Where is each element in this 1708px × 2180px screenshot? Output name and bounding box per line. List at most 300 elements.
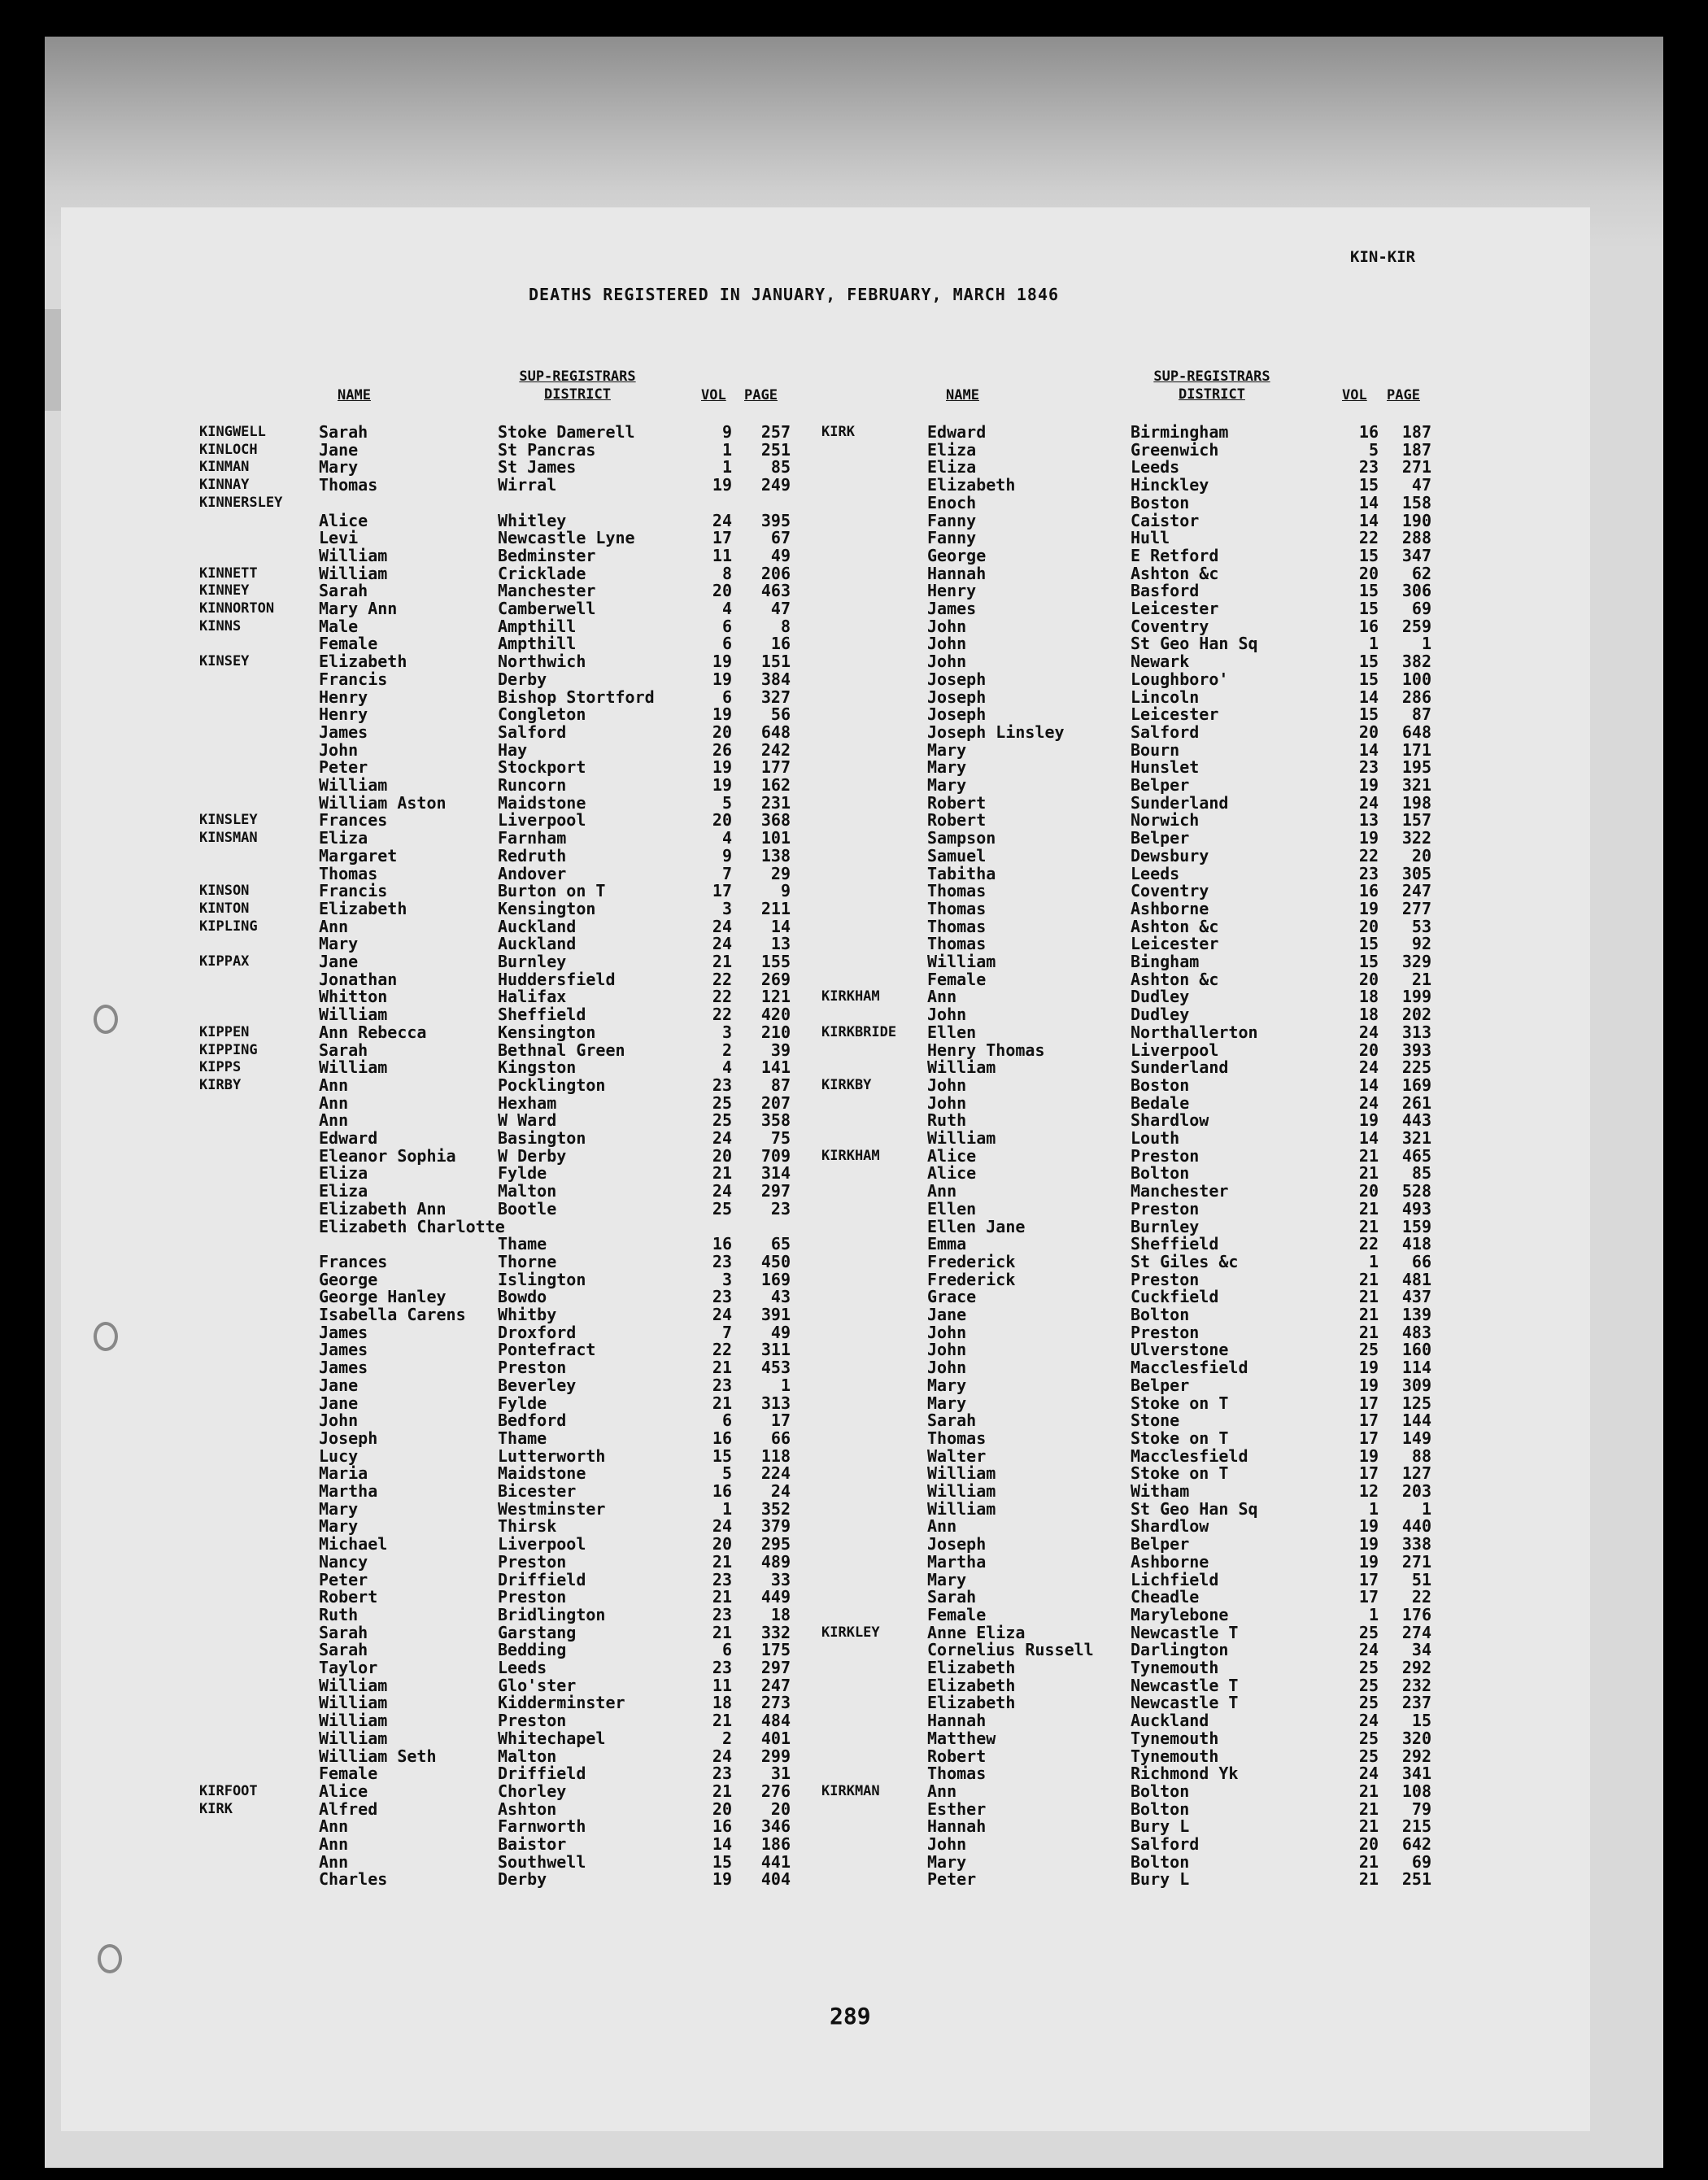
- volume: 21: [1358, 1851, 1379, 1872]
- volume: 3: [721, 898, 732, 918]
- district: Coventry: [1131, 881, 1209, 901]
- page-ref: 231: [760, 792, 791, 813]
- volume: 23: [712, 1604, 732, 1624]
- right-entry-row: [0, 1853, 1708, 1871]
- volume: 21: [1358, 1869, 1379, 1890]
- volume: 21: [1358, 1798, 1379, 1819]
- volume: 19: [1358, 1551, 1379, 1572]
- right-entry-row: [0, 1782, 1708, 1800]
- district: Preston: [498, 1587, 567, 1607]
- page-ref: 29: [770, 863, 791, 883]
- given-name: Joseph: [319, 1428, 378, 1448]
- given-name: Ann Rebecca: [319, 1022, 427, 1042]
- volume: 19: [1358, 1358, 1379, 1378]
- district: Bolton: [1131, 1305, 1190, 1324]
- district: Macclesfield: [1131, 1445, 1248, 1466]
- right-entry-row: [0, 1271, 1708, 1288]
- volume: 21: [712, 1587, 732, 1607]
- page-ref: 92: [1411, 934, 1431, 954]
- volume: 1: [1368, 1498, 1379, 1519]
- volume: 21: [712, 1622, 732, 1642]
- volume: 19: [712, 775, 732, 795]
- page-ref: 306: [1401, 581, 1431, 601]
- district: W Derby: [498, 1145, 567, 1166]
- volume: 20: [1358, 563, 1379, 583]
- volume: 19: [712, 669, 732, 689]
- volume: 15: [1358, 599, 1379, 618]
- volume: 19: [1358, 1534, 1379, 1554]
- district: Whitby: [498, 1305, 557, 1324]
- right-entry-row: [0, 847, 1708, 865]
- volume: 22: [1358, 528, 1379, 548]
- volume: 21: [1358, 1145, 1379, 1166]
- right-entry-row: [0, 600, 1708, 617]
- page-ref: 440: [1401, 1516, 1431, 1537]
- volume: 17: [1358, 1569, 1379, 1589]
- volume: 23: [712, 1569, 732, 1589]
- given-name: Charles: [319, 1869, 388, 1890]
- district: Hunslet: [1131, 757, 1200, 778]
- given-name: Edward: [927, 422, 987, 442]
- district: Bedford: [498, 1410, 567, 1431]
- given-name: John: [927, 1340, 967, 1360]
- page-ref: 393: [1401, 1040, 1431, 1060]
- page-ref: 151: [760, 652, 791, 672]
- volume: 24: [712, 916, 732, 936]
- given-name: Jane: [319, 1393, 359, 1413]
- right-entry-row: [0, 547, 1708, 565]
- surname: KIRKBRIDE: [821, 1023, 897, 1040]
- page-ref: 39: [770, 1040, 791, 1060]
- given-name: Joseph: [927, 669, 987, 689]
- volume: 11: [712, 1675, 732, 1695]
- given-name: Ann: [319, 1092, 349, 1113]
- page-ref: 207: [760, 1092, 791, 1113]
- given-name: Jonathan: [319, 969, 398, 989]
- page-ref: 87: [1411, 704, 1431, 725]
- page-ref: 261: [1401, 1092, 1431, 1113]
- given-name: William: [319, 1728, 388, 1748]
- given-name: John: [927, 616, 967, 636]
- volume: 1: [721, 1498, 732, 1519]
- given-name: James: [927, 599, 977, 618]
- volume: 24: [1358, 792, 1379, 813]
- volume: 17: [712, 881, 732, 901]
- district: Maidstone: [498, 1463, 586, 1484]
- right-entry-row: [0, 1058, 1708, 1076]
- given-name: Mary Ann: [319, 599, 398, 618]
- district: Redruth: [498, 845, 567, 865]
- district: Leicester: [1131, 704, 1219, 725]
- volume: 22: [1358, 845, 1379, 865]
- surname: KIPPEN: [199, 1023, 250, 1040]
- volume: 1: [1368, 1251, 1379, 1271]
- right-entry-row: [0, 900, 1708, 918]
- district: St Geo Han Sq: [1131, 1498, 1258, 1519]
- page-ref: 206: [760, 563, 791, 583]
- right-entry-row: [0, 1288, 1708, 1306]
- volume: 23: [712, 1658, 732, 1677]
- page-ref: 237: [1401, 1693, 1431, 1713]
- district: Camberwell: [498, 599, 596, 618]
- given-name: James: [319, 1340, 368, 1360]
- page-ref: 338: [1401, 1534, 1431, 1554]
- page-ref: 292: [1401, 1746, 1431, 1766]
- volume: 19: [1358, 1516, 1379, 1537]
- district: Hay: [498, 739, 528, 760]
- right-entry-row: [0, 1306, 1708, 1323]
- district: Auckland: [498, 934, 577, 954]
- volume: 21: [1358, 1163, 1379, 1184]
- district: Preston: [1131, 1198, 1200, 1219]
- right-entry-row: [0, 741, 1708, 759]
- volume: 23: [712, 1375, 732, 1395]
- right-entry-row: [0, 1517, 1708, 1535]
- page-ref: 88: [1411, 1445, 1431, 1466]
- volume: 24: [1358, 1022, 1379, 1042]
- volume: 5: [1368, 439, 1379, 460]
- volume: 24: [712, 1746, 732, 1766]
- surname: KIPPS: [199, 1059, 242, 1076]
- district: Ashton &c: [1131, 916, 1219, 936]
- page-ref: 186: [760, 1834, 791, 1854]
- right-entry-row: [0, 1076, 1708, 1094]
- page-ref: 358: [760, 1110, 791, 1131]
- district: Preston: [1131, 1145, 1200, 1166]
- district: Bedminster: [498, 545, 596, 565]
- page-ref: 320: [1401, 1728, 1431, 1748]
- district: Southwell: [498, 1851, 586, 1872]
- district: Bolton: [1131, 1781, 1190, 1801]
- volume: 20: [1358, 1834, 1379, 1854]
- given-name: Henry: [319, 704, 368, 725]
- volume: 24: [712, 1128, 732, 1148]
- volume: 21: [1358, 1816, 1379, 1837]
- district-header-left: SUP-REGISTRARS DISTRICT: [519, 368, 636, 403]
- page-ref: 404: [760, 1869, 791, 1890]
- right-entry-row: [0, 1094, 1708, 1112]
- district: Lutterworth: [498, 1445, 606, 1466]
- district: Preston: [1131, 1322, 1200, 1342]
- district: Ampthill: [498, 634, 577, 654]
- volume: 20: [712, 1534, 732, 1554]
- page-ref: 33: [770, 1569, 791, 1589]
- page-number: 289: [830, 2003, 871, 2030]
- page-ref: 203: [1401, 1481, 1431, 1501]
- volume: 19: [712, 652, 732, 672]
- page-ref: 100: [1401, 669, 1431, 689]
- district: Cricklade: [498, 563, 586, 583]
- district: Bingham: [1131, 952, 1200, 971]
- volume: 17: [712, 528, 732, 548]
- district: Droxford: [498, 1322, 577, 1342]
- page-ref: 1: [1421, 1498, 1431, 1519]
- district: Sheffield: [498, 1005, 586, 1025]
- volume: 22: [712, 969, 732, 989]
- volume: 15: [1358, 704, 1379, 725]
- district: Huddersfield: [498, 969, 616, 989]
- surname: KIRKLEY: [821, 1624, 880, 1641]
- given-name: Elizabeth: [319, 652, 407, 672]
- district: Greenwich: [1131, 439, 1219, 460]
- given-name: Elizabeth Charlotte: [319, 1216, 505, 1236]
- right-entry-row: [0, 1447, 1708, 1465]
- given-name: Samuel: [927, 845, 987, 865]
- volume: 15: [712, 1851, 732, 1872]
- given-name: Thomas: [927, 898, 987, 918]
- volume: 24: [712, 1181, 732, 1201]
- volume: 4: [721, 828, 732, 848]
- page-ref: 171: [1401, 739, 1431, 760]
- volume: 23: [1358, 457, 1379, 477]
- district: Bethnal Green: [498, 1040, 625, 1060]
- page-ref: 309: [1401, 1375, 1431, 1395]
- district: Leeds: [498, 1658, 547, 1677]
- right-entry-row: [0, 1800, 1708, 1818]
- district: Liverpool: [498, 810, 586, 831]
- volume: 19: [712, 475, 732, 495]
- volume: 8: [721, 563, 732, 583]
- page-ref: 141: [760, 1057, 791, 1078]
- volume: 4: [721, 1057, 732, 1078]
- page-ref: 232: [1401, 1675, 1431, 1695]
- given-name: Cornelius Russell: [927, 1640, 1094, 1660]
- volume: 14: [712, 1834, 732, 1854]
- volume: 1: [721, 457, 732, 477]
- given-name: Peter: [319, 757, 368, 778]
- right-entry-row: [0, 1588, 1708, 1606]
- district: Ashborne: [1131, 898, 1209, 918]
- given-name: Elizabeth Ann: [319, 1198, 447, 1219]
- district: Manchester: [498, 581, 596, 601]
- district: Hinckley: [1131, 475, 1209, 495]
- page-ref: 327: [760, 687, 791, 707]
- district: Fylde: [498, 1393, 547, 1413]
- right-entry-row: [0, 688, 1708, 706]
- volume: 20: [1358, 722, 1379, 742]
- given-name: Sarah: [319, 581, 368, 601]
- page-ref: 441: [760, 1851, 791, 1872]
- right-entry-row: [0, 1253, 1708, 1271]
- page-ref: 271: [1401, 457, 1431, 477]
- given-name: Eleanor Sophia: [319, 1145, 456, 1166]
- given-name: Ann: [319, 1075, 349, 1095]
- page-ref: 288: [1401, 528, 1431, 548]
- district: Leeds: [1131, 457, 1180, 477]
- page-title: DEATHS REGISTERED IN JANUARY, FEBRUARY, MARCH 1846: [529, 285, 1060, 304]
- surname: KIRKBY: [821, 1076, 872, 1093]
- page-ref: 489: [760, 1551, 791, 1572]
- district: Derby: [498, 1869, 547, 1890]
- volume: 12: [1358, 1481, 1379, 1501]
- page-ref: 391: [760, 1305, 791, 1324]
- district: Leicester: [1131, 599, 1219, 618]
- district: Tynemouth: [1131, 1728, 1219, 1748]
- volume: 25: [1358, 1675, 1379, 1695]
- page-ref: 187: [1401, 439, 1431, 460]
- page-ref: 31: [770, 1764, 791, 1784]
- given-name: Jane: [927, 1305, 967, 1324]
- given-name: Thomas: [319, 475, 378, 495]
- volume: 15: [712, 1445, 732, 1466]
- district: Bicester: [498, 1481, 577, 1501]
- given-name: Martha: [319, 1481, 378, 1501]
- volume: 20: [712, 581, 732, 601]
- volume: 20: [712, 1145, 732, 1166]
- district: Belper: [1131, 828, 1190, 848]
- page-ref: 271: [1401, 1551, 1431, 1572]
- district: Hull: [1131, 528, 1170, 548]
- surname: KIPLING: [199, 918, 258, 935]
- right-entry-row: [0, 1376, 1708, 1394]
- given-name: Fanny: [927, 528, 977, 548]
- district: Stoke Damerell: [498, 422, 635, 442]
- right-entry-row: [0, 1129, 1708, 1147]
- page-ref: 313: [1401, 1022, 1431, 1042]
- district: Preston: [498, 1551, 567, 1572]
- given-name: Jane: [319, 439, 359, 460]
- right-entry-row: [0, 776, 1708, 794]
- right-entry-row: [0, 1870, 1708, 1888]
- surname: KIRKHAM: [821, 988, 880, 1005]
- given-name: Thomas: [927, 916, 987, 936]
- given-name: John: [319, 739, 359, 760]
- right-entry-row: [0, 1835, 1708, 1853]
- page-ref: 47: [770, 599, 791, 618]
- page-ref: 66: [770, 1428, 791, 1448]
- district: Kidderminster: [498, 1693, 625, 1713]
- surname: KINNEY: [199, 582, 250, 600]
- volume: 19: [712, 1869, 732, 1890]
- given-name: Henry: [319, 687, 368, 707]
- district: Newcastle T: [1131, 1622, 1239, 1642]
- page-ref: 169: [760, 1269, 791, 1289]
- volume: 24: [712, 1305, 732, 1324]
- district: Bishop Stortford: [498, 687, 655, 707]
- given-name: Fanny: [927, 510, 977, 530]
- right-entry-row: [0, 1182, 1708, 1200]
- volume: 14: [1358, 1128, 1379, 1148]
- volume: 18: [1358, 1005, 1379, 1025]
- given-name: Mary: [927, 775, 967, 795]
- surname: KINNAY: [199, 477, 250, 494]
- district: Stoke on T: [1131, 1463, 1229, 1484]
- given-name: Mary: [319, 457, 359, 477]
- right-entry-row: [0, 512, 1708, 530]
- district: Auckland: [498, 916, 577, 936]
- page-ref: 299: [760, 1746, 791, 1766]
- page-ref: 47: [1411, 475, 1431, 495]
- given-name: Sarah: [319, 1040, 368, 1060]
- district: Salford: [498, 722, 567, 742]
- volume: 23: [712, 1075, 732, 1095]
- district: Bury L: [1131, 1816, 1190, 1837]
- district: Newcastle T: [1131, 1675, 1239, 1695]
- given-name: James: [319, 1358, 368, 1378]
- right-entry-row: [0, 529, 1708, 547]
- district: W Ward: [498, 1110, 557, 1131]
- district: Ampthill: [498, 616, 577, 636]
- page-ref: 329: [1401, 952, 1431, 971]
- volume: 23: [712, 1764, 732, 1784]
- volume: 17: [1358, 1463, 1379, 1484]
- volume: 18: [1358, 987, 1379, 1007]
- volume: 25: [712, 1110, 732, 1131]
- volume: 9: [721, 422, 732, 442]
- district: Newcastle Lyne: [498, 528, 635, 548]
- district: Auckland: [1131, 1711, 1209, 1731]
- given-name: Jane: [319, 1375, 359, 1395]
- volume: 24: [1358, 1057, 1379, 1078]
- district: Halifax: [498, 987, 567, 1007]
- district: Preston: [498, 1711, 567, 1731]
- district: Pontefract: [498, 1340, 596, 1360]
- district: Thame: [498, 1234, 547, 1254]
- district: Tynemouth: [1131, 1658, 1219, 1677]
- given-name: James: [319, 1322, 368, 1342]
- right-entry-row: [0, 1817, 1708, 1835]
- page-ref: 114: [1401, 1358, 1431, 1378]
- volume: 5: [721, 1463, 732, 1484]
- page-ref: 138: [760, 845, 791, 865]
- district: Wirral: [498, 475, 557, 495]
- surname: KIRFOOT: [199, 1782, 258, 1799]
- given-name: Nancy: [319, 1551, 368, 1572]
- page-ref: 67: [770, 528, 791, 548]
- district: Islington: [498, 1269, 586, 1289]
- right-entry-row: [0, 1429, 1708, 1447]
- page-ref: 65: [770, 1234, 791, 1254]
- volume: 2: [721, 1040, 732, 1060]
- given-name: Sarah: [319, 422, 368, 442]
- given-name: Sarah: [319, 1640, 368, 1660]
- right-entry-row: [0, 935, 1708, 953]
- given-name: William: [927, 1481, 996, 1501]
- district: Fylde: [498, 1163, 547, 1184]
- given-name: Alice: [927, 1163, 977, 1184]
- surname: KIRK: [199, 1800, 233, 1817]
- page-ref: 17: [770, 1410, 791, 1431]
- page-ref: 1: [780, 1375, 791, 1395]
- district: Coventry: [1131, 616, 1209, 636]
- surname: KIRK: [821, 424, 855, 440]
- district: Kensington: [498, 1022, 596, 1042]
- given-name: Ellen: [927, 1198, 977, 1219]
- district: Marylebone: [1131, 1604, 1229, 1624]
- right-entry-row: [0, 1023, 1708, 1041]
- given-name: Ann: [927, 1181, 957, 1201]
- volume: 25: [1358, 1622, 1379, 1642]
- volume: 21: [1358, 1269, 1379, 1289]
- right-entry-row: [0, 1535, 1708, 1553]
- page-ref: 465: [1401, 1145, 1431, 1166]
- page-ref: 286: [1401, 687, 1431, 707]
- given-name: Elizabeth: [319, 898, 407, 918]
- volume: 3: [721, 1022, 732, 1042]
- page-ref: 75: [770, 1128, 791, 1148]
- volume: 15: [1358, 545, 1379, 565]
- district: Dewsbury: [1131, 845, 1209, 865]
- given-name: William: [319, 1693, 388, 1713]
- volume: 21: [712, 1358, 732, 1378]
- volume: 24: [712, 1516, 732, 1537]
- page-ref: 20: [770, 1798, 791, 1819]
- page-header-right: PAGE: [1387, 387, 1420, 403]
- page-ref: 453: [760, 1358, 791, 1378]
- page-ref: 346: [760, 1816, 791, 1837]
- district: Ashborne: [1131, 1551, 1209, 1572]
- page-ref: 101: [760, 828, 791, 848]
